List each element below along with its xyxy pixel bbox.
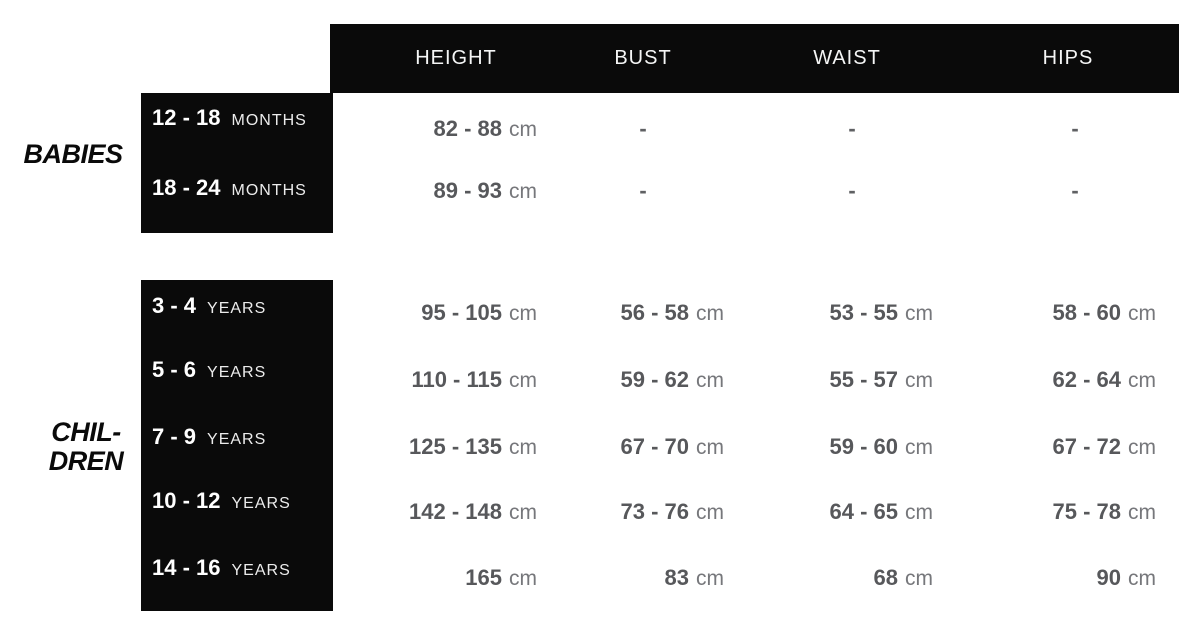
unit: cm — [509, 567, 537, 590]
value: 89 - 93 — [433, 178, 502, 203]
unit: cm — [905, 436, 933, 459]
age-unit: YEARS — [231, 495, 291, 512]
waist-cell-empty: - — [848, 178, 856, 203]
value: 142 - 148 — [409, 499, 502, 524]
waist-cell — [739, 563, 933, 593]
unit: cm — [696, 302, 724, 325]
unit: cm — [1128, 369, 1156, 392]
hips-cell-empty: - — [1071, 116, 1079, 141]
row-label — [152, 104, 307, 132]
value: 67 - 72 — [1052, 434, 1121, 459]
value: 73 - 76 — [620, 499, 689, 524]
row-label — [152, 292, 266, 320]
section-label-line: DREN — [48, 446, 124, 476]
value: 55 - 57 — [829, 367, 898, 392]
height-cell — [337, 563, 537, 593]
unit: cm — [696, 567, 724, 590]
waist-cell — [739, 365, 933, 395]
unit: cm — [905, 369, 933, 392]
age-unit: YEARS — [231, 562, 291, 579]
age-range: 5 - 6 — [152, 357, 197, 382]
value: 59 - 60 — [829, 434, 898, 459]
unit: cm — [1128, 302, 1156, 325]
value: 165 — [465, 565, 502, 590]
unit: cm — [696, 369, 724, 392]
value: 64 - 65 — [829, 499, 898, 524]
unit: cm — [509, 302, 537, 325]
bust-cell-empty: - — [639, 178, 647, 203]
value: 53 - 55 — [829, 300, 898, 325]
waist-cell — [739, 432, 933, 462]
unit: cm — [509, 436, 537, 459]
value: 90 — [1096, 565, 1121, 590]
height-cell — [337, 365, 537, 395]
unit: cm — [1128, 436, 1156, 459]
unit: cm — [696, 501, 724, 524]
hips-cell — [962, 497, 1156, 527]
row-label — [152, 554, 291, 582]
bust-cell — [530, 563, 724, 593]
unit: cm — [1128, 501, 1156, 524]
section-label-babies — [14, 140, 132, 169]
height-cell — [337, 176, 537, 206]
value: 68 — [873, 565, 898, 590]
age-unit: MONTHS — [231, 182, 307, 199]
unit: cm — [509, 369, 537, 392]
unit: cm — [905, 501, 933, 524]
value: 95 - 105 — [421, 300, 502, 325]
value: 56 - 58 — [620, 300, 689, 325]
value: 75 - 78 — [1052, 499, 1121, 524]
height-cell — [337, 114, 537, 144]
value: 62 - 64 — [1052, 367, 1121, 392]
unit: cm — [1128, 567, 1156, 590]
column-header-hips: HIPS — [1042, 47, 1094, 69]
hips-cell — [962, 365, 1156, 395]
age-range: 10 - 12 — [152, 488, 221, 513]
waist-cell — [739, 298, 933, 328]
section-label-line: BABIES — [23, 139, 123, 169]
unit: cm — [509, 501, 537, 524]
height-cell — [337, 497, 537, 527]
age-range: 18 - 24 — [152, 175, 221, 200]
value: 67 - 70 — [620, 434, 689, 459]
row-label — [152, 174, 307, 202]
age-range: 3 - 4 — [152, 293, 197, 318]
row-label — [152, 356, 266, 384]
row-label — [152, 487, 291, 515]
bust-cell — [530, 497, 724, 527]
age-range: 12 - 18 — [152, 105, 221, 130]
value: 58 - 60 — [1052, 300, 1121, 325]
bust-cell-empty: - — [639, 116, 647, 141]
value: 59 - 62 — [620, 367, 689, 392]
hips-cell — [962, 432, 1156, 462]
age-unit: YEARS — [207, 431, 267, 448]
bust-cell — [530, 298, 724, 328]
age-unit: YEARS — [207, 300, 267, 317]
value: 82 - 88 — [433, 116, 502, 141]
hips-cell — [962, 563, 1156, 593]
age-unit: YEARS — [207, 364, 267, 381]
value: 125 - 135 — [409, 434, 502, 459]
column-header-bust: BUST — [614, 47, 672, 69]
section-label-children — [28, 418, 144, 476]
unit: cm — [509, 180, 537, 203]
bust-cell — [530, 432, 724, 462]
column-header-height: HEIGHT — [415, 47, 497, 69]
waist-cell — [739, 497, 933, 527]
table-header-bar — [330, 24, 1179, 93]
waist-cell-empty: - — [848, 116, 856, 141]
hips-cell — [962, 298, 1156, 328]
unit: cm — [905, 567, 933, 590]
age-range: 7 - 9 — [152, 424, 197, 449]
age-range: 14 - 16 — [152, 555, 221, 580]
hips-cell-empty: - — [1071, 178, 1079, 203]
row-label — [152, 423, 266, 451]
unit: cm — [905, 302, 933, 325]
value: 110 - 115 — [411, 367, 502, 392]
age-unit: MONTHS — [231, 112, 307, 129]
bust-cell — [530, 365, 724, 395]
height-cell — [337, 432, 537, 462]
section-label-line: CHIL- — [51, 417, 121, 447]
height-cell — [337, 298, 537, 328]
unit: cm — [509, 118, 537, 141]
value: 83 — [664, 565, 689, 590]
unit: cm — [696, 436, 724, 459]
column-header-waist: WAIST — [813, 47, 881, 69]
